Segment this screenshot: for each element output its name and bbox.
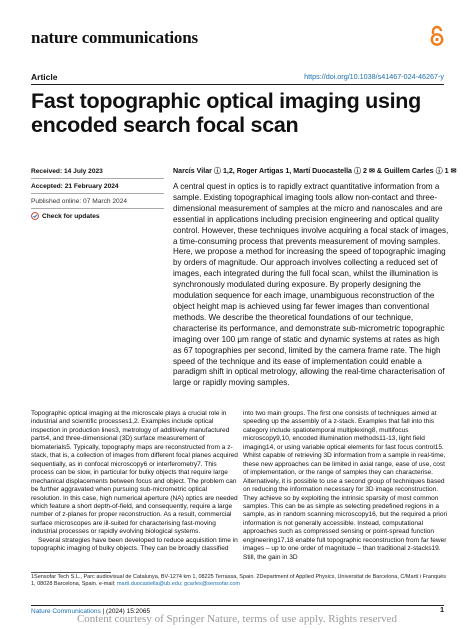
citation-journal[interactable]: Nature Communications	[31, 608, 101, 615]
check-updates-button[interactable]	[31, 212, 100, 220]
footnote-divider	[31, 572, 111, 573]
abstract: A central quest in optics is to rapidly extract quantitative information from a sample. Existing topographical imaging tools allow non-contact and three-dimensional measurement of samples at the micro and nanoscales and are essential in applications including precision engineering and optical quality control. However, these techniques involve acquiring a focal stack of images, a time-consuming process that prevents measurement of moving samples. Here, we propose a method for increasing the speed of topographic imaging by orders of magnitude. Our approach involves collecting a reduced set of images, each integrated during the full focal scan, whilst the illumination is synchronously modulated during exposure. By properly designing the modulation sequence for each image, unambiguous reconstruction of the object height map is achieved using far fewer images than conventional methods. We describe the theoretical foundations of our technique, characterise its performance, and demonstrate sub-micrometric topographic imaging over 100 μm range of static and dynamic systems at rates as high as 67 topographies per second, limited by the camera frame rate. The high speed of the technique and its ease of implementation could enable a paradigm shift in optical metrology, allowing the real-time characterisation of large or rapidly moving samples.	[173, 182, 449, 388]
body-column-right	[243, 410, 450, 562]
doi-link[interactable]: https://doi.org/10.1038/s41467-024-46267-y	[304, 72, 444, 81]
open-access-icon	[429, 25, 445, 47]
page-number: 1	[440, 607, 444, 614]
check-updates-icon	[31, 212, 39, 220]
body-column-left	[31, 410, 238, 554]
body-paragraph: Several strategies have been developed to reduce acquisition time in topographic imaging of bulky objects. They can be broadly classified	[31, 536, 238, 553]
email-label: e-mail:	[98, 581, 116, 588]
author-list: Narcís Vilar ⓘ 1,2, Roger Artigas 1, Martí Duocastella ⓘ 2 ✉ & Guillem Carles ⓘ 1 ✉	[173, 167, 457, 175]
check-updates-label: Check for updates	[42, 212, 100, 220]
body-paragraph: into two main groups. The first one consists of techniques aimed at speeding up the assembly of a z-stack. Examples that fall into this category include spatiotemporal multiplexing8, multifocus microscopy9,10, encoded illumination methods11-13, light field imaging14, or using variable optical elements for fast focus control15. Whilst capable of retrieving 3D information from a sample in real-time, these new approaches can be limited in axial range, ease of use, cost of implementation, or the range of samples they can characterise. Alternatively, it is possible to use a second group of techniques based on reducing the information necessary for 3D image reconstruction. They achieve so by exploiting the intrinsic sparsity of most common samples. This can be as simple as selecting predefined regions in a sample, as in random scanning microscopy16, but the required a priori information is not generally accessible. Instead, computational approaches such as compressed sensing or point-spread function engineering17,18 enable full topographic reconstruction from far fewer images – up to one order of magnitude – than traditional z-stacks19. Still, the gain in 3D	[243, 410, 448, 561]
courtesy-watermark: Content courtesy of Springer Nature, terms of use apply. Rights reserved	[76, 613, 398, 625]
published-date: Published online: 07 March 2024	[31, 198, 128, 205]
article-type: Article	[31, 72, 58, 82]
meta-divider	[31, 208, 164, 209]
accepted-date: Accepted: 21 February 2024	[31, 183, 119, 190]
citation-details: | (2024) 15:2065	[102, 608, 151, 615]
footer-divider	[31, 605, 444, 606]
meta-divider	[31, 193, 164, 194]
body-paragraph: Topographic optical imaging at the microscale plays a crucial role in industrial and scientific processes1,2. Examples include optical inspection in production lines3, metrology of additively manufactured parts4, and three-dimensional (3D) surface measurement of biomaterials5. Typically, topography maps are reconstructed from a z-stack, that is, a collection of images from different focal planes acquired sequentially, as in confocal microscopy6 or interferometry7. This process can be slow, in particular for bulky objects that require large mechanical displacements between focus and object. The problem can be further aggravated when pursuing sub-micrometric optical resolution. In this case, high numerical aperture (NA) optics are needed which feature a short depth-of-field, and consequently, require a large number of z-planes for proper reconstruction. As a result, commercial surface microscopes are ill-suited for characterising fast-moving industrial processes or rapidly evolving biological systems.	[31, 410, 238, 536]
journal-name: nature communications	[31, 28, 198, 47]
email-links[interactable]: marti.duocastella@ub.edu; gcarles@sensofar.com	[116, 581, 240, 588]
affiliations-text: 1Sensofar Tech S.L., Parc audiovisual de Catalunya, BV-1274 km 1, 08225 Terrassa, Spain. 2Department of Applied Physics, Universitat de Barcelona, C/Martí i Franquès 1, 08028 Barcelona, Spain.	[31, 574, 446, 588]
affiliations-footnote	[31, 574, 449, 589]
header-divider	[31, 84, 444, 85]
article-title: Fast topographic optical imaging using encoded search focal scan	[31, 89, 421, 137]
meta-divider	[31, 178, 164, 179]
received-date: Received: 14 July 2023	[31, 168, 103, 175]
